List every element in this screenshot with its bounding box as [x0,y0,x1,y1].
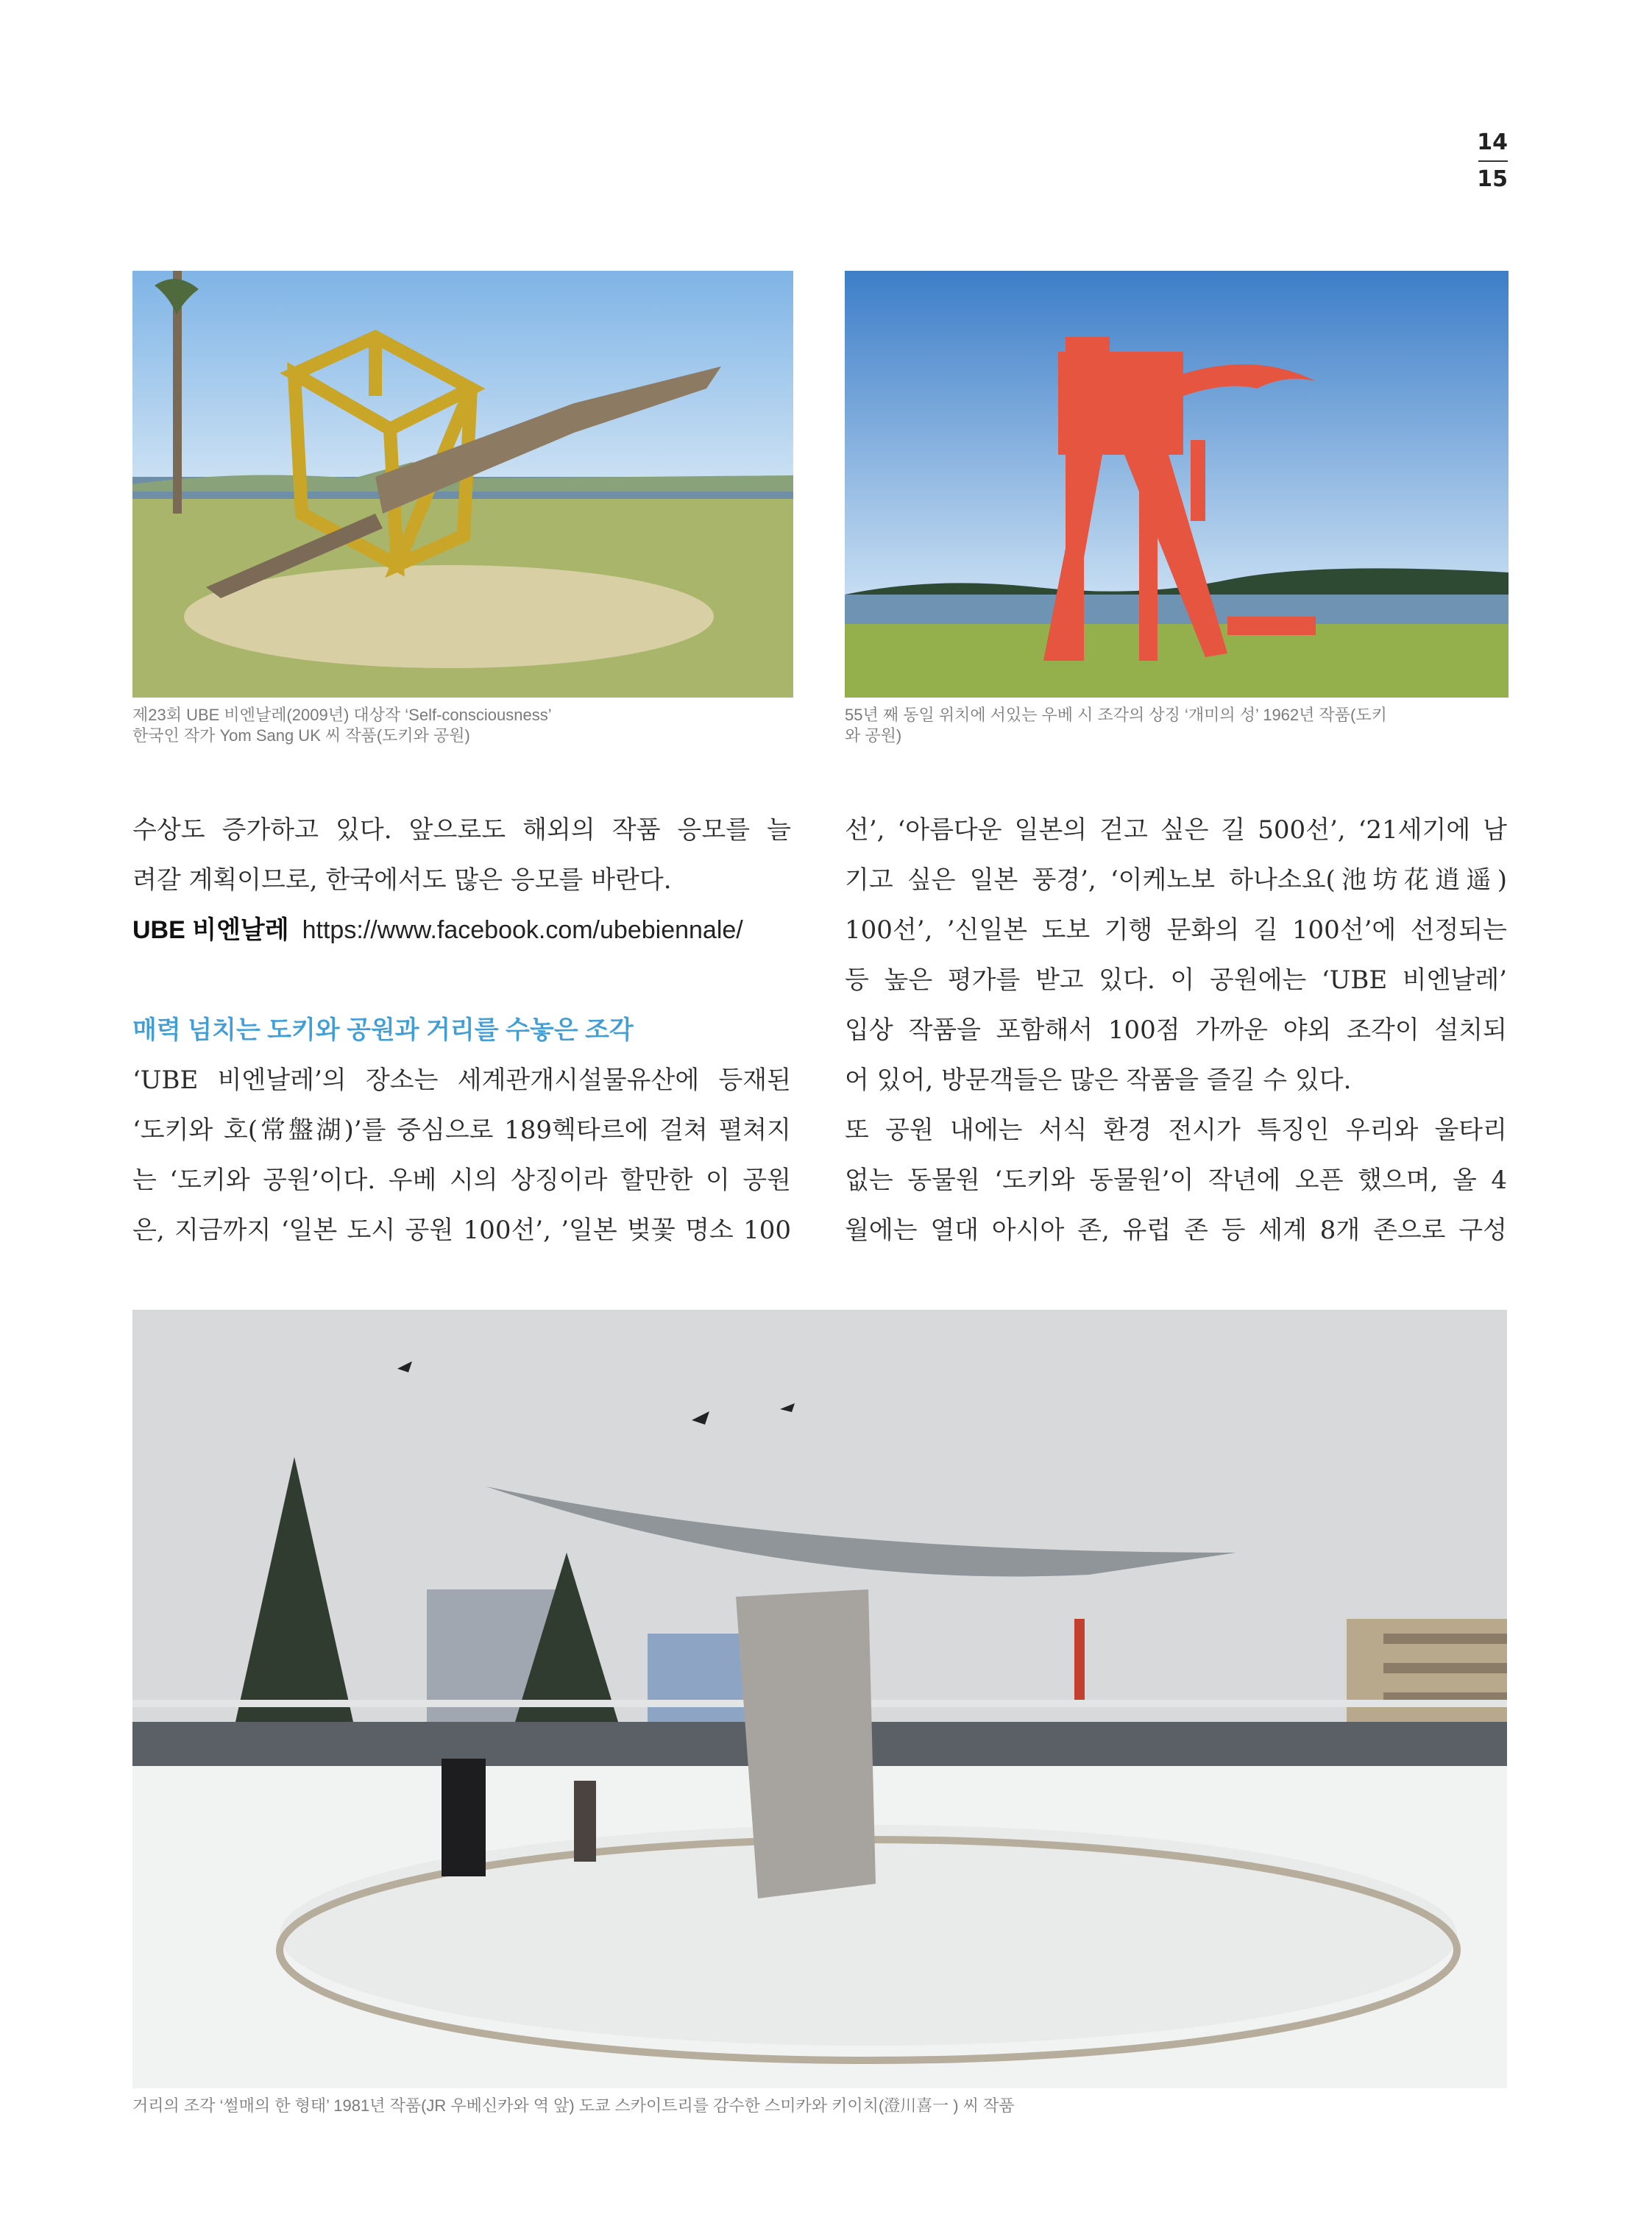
body-line: 입상 작품을 포함해서 100점 가까운 야외 조각이 설치되 [845,1015,1507,1045]
page-number-left: 14 [1477,130,1508,155]
photo2-caption-line1: 55년 째 동일 위치에 서있는 우베 시 조각의 상징 ‘개미의 성’ 1962년 작품(도키 [845,706,1387,724]
body-line: 은, 지금까지 ‘일본 도시 공원 100선’, ’일본 벚꽃 명소 100 [132,1216,791,1245]
website-label: UBE 비엔날레 [132,916,289,944]
photo3-caption: 거리의 조각 ‘썰매의 한 형태’ 1981년 작품(JR 우베신카와 역 앞) 도쿄 스카이트리를 감수한 스미카와 키이치(澄川喜一 ) 씨 작품 [132,2096,1015,2115]
body-line: 는 ‘도키와 공원’이다. 우베 시의 상징이라 할만한 이 공원 [132,1166,791,1195]
body-line: 없는 동물원 ‘도키와 동물원’이 작년에 오픈 했으며, 올 4 [845,1166,1507,1195]
body-line: 려갈 계획이므로, 한국에서도 많은 응모를 바란다. [132,865,672,895]
page-number-divider [1478,160,1508,162]
body-line: 어 있어, 방문객들은 많은 작품을 즐길 수 있다. [845,1065,1352,1095]
body-line: 월에는 열대 아시아 존, 유럽 존 등 세계 8개 존으로 구성 [845,1216,1507,1245]
photo1-caption-line2: 한국인 작가 Yom Sang UK 씨 작품(도키와 공원) [132,726,470,745]
body-line: 등 높은 평가를 받고 있다. 이 공원에는 ‘UBE 비엔날레’ [845,965,1507,995]
body-line: 기고 싶은 일본 풍경’, ‘이케노보 하나소요(池坊花逍遥) [845,865,1507,895]
right-text-column [845,805,1507,1255]
photo-ant-castle-sculpture [845,271,1509,698]
body-line: 선’, ‘아름다운 일본의 걷고 싶은 길 500선’, ‘21세기에 남 [845,815,1507,845]
photo2-caption-line2: 와 공원) [845,726,902,745]
photo1-caption-line1: 제23회 UBE 비엔날레(2009년) 대상작 ‘Self-consciousness’ [132,706,552,724]
page-number-right: 15 [1477,166,1508,192]
photo-self-consciousness-sculpture [132,271,793,698]
body-line: 수상도 증가하고 있다. 앞으로도 해외의 작품 응모를 늘 [132,815,791,845]
website-url[interactable]: https://www.facebook.com/ubebiennale/ [302,916,743,944]
spacer [132,955,791,1005]
left-text-column [132,805,791,1255]
section-heading: 매력 넘치는 도키와 공원과 거리를 수놓은 조각 [132,1016,634,1044]
body-line: ‘UBE 비엔날레’의 장소는 세계관개시설물유산에 등재된 [132,1065,791,1095]
photo-station-plaza-sculpture [132,1310,1507,2088]
website-line [132,905,791,955]
body-line: ‘도키와 호(常盤湖)’를 중심으로 189헥타르에 걸쳐 펼쳐지 [132,1116,791,1145]
body-line: 또 공원 내에는 서식 환경 전시가 특징인 우리와 울타리 [845,1116,1507,1145]
body-line: 100선’, ’신일본 도보 기행 문화의 길 100선’에 선정되는 [845,915,1507,945]
